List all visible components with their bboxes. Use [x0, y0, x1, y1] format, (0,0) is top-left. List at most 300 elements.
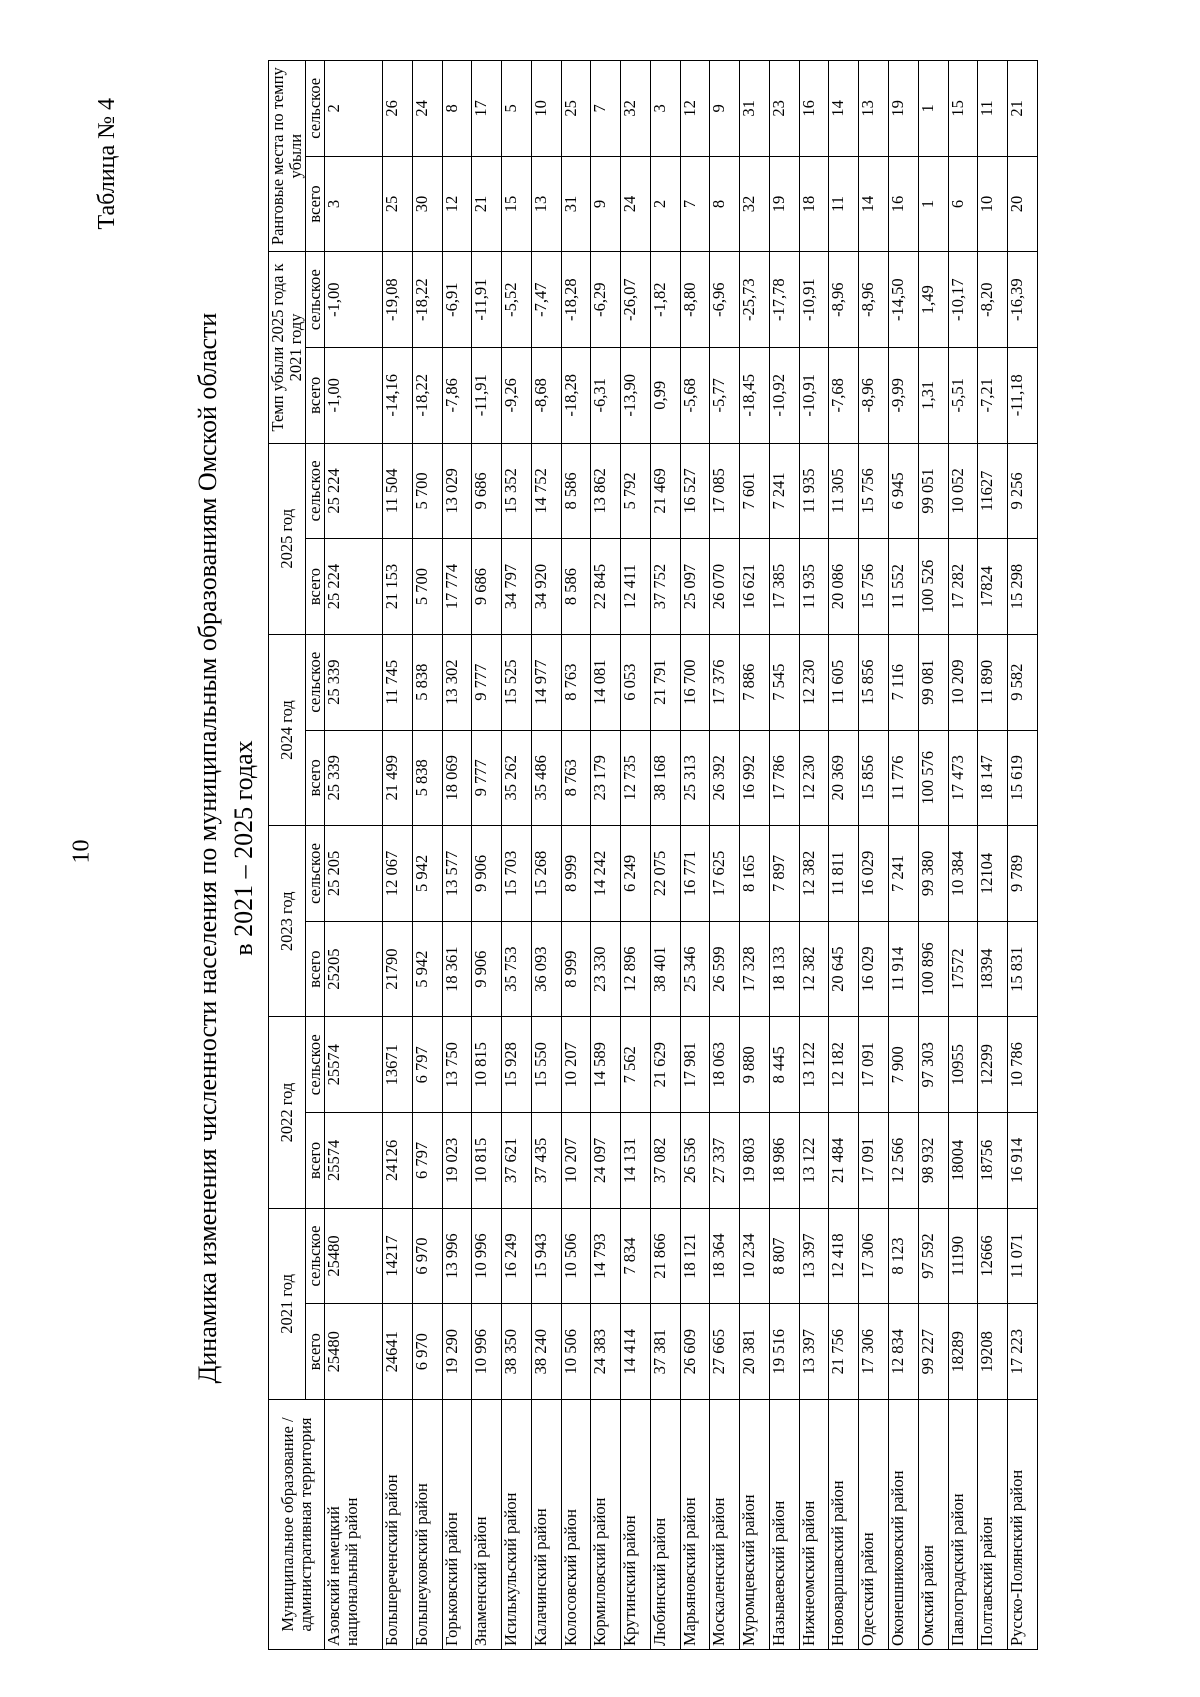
table-cell: 12 834 [888, 1304, 918, 1400]
table-row [680, 61, 710, 1650]
table-cell: 14 977 [531, 634, 561, 730]
municipality-name: Большереченский район [382, 1400, 412, 1650]
table-cell: 18756 [978, 1113, 1008, 1209]
table-cell: -8,96 [829, 252, 859, 348]
table-cell: 25 224 [325, 539, 383, 635]
municipality-name: Москаленский район [710, 1400, 740, 1650]
table-cell: 20 [1008, 156, 1038, 252]
table-cell: 18 121 [680, 1208, 710, 1304]
table-cell: 8 999 [561, 921, 591, 1017]
table-cell: 8 586 [561, 539, 591, 635]
table-cell: 17 223 [1008, 1304, 1038, 1400]
table-row [591, 61, 621, 1650]
table-cell: 8 586 [561, 443, 591, 539]
table-cell: -16,39 [1008, 252, 1038, 348]
table-cell: 13 122 [799, 1017, 829, 1113]
table-cell: 12 418 [829, 1208, 859, 1304]
table-cell: 16 029 [859, 921, 889, 1017]
title-line-2: в 2021 – 2025 годах [229, 740, 258, 956]
table-cell: -19,08 [382, 252, 412, 348]
table-cell: 35 262 [502, 730, 532, 826]
municipality-name: Оконешниковский район [888, 1400, 918, 1650]
table-cell: 11 305 [829, 443, 859, 539]
table-cell: 9 906 [472, 826, 502, 922]
table-cell: 9 686 [472, 539, 502, 635]
table-cell: 14 [829, 61, 859, 157]
table-cell: -8,68 [531, 347, 561, 443]
table-cell: 14 081 [591, 634, 621, 730]
table-cell: 9 777 [472, 634, 502, 730]
table-cell: 12666 [978, 1208, 1008, 1304]
table-cell: 31 [561, 156, 591, 252]
table-cell: 15 856 [859, 730, 889, 826]
table-cell: 0,99 [650, 347, 680, 443]
table-cell: 9 [591, 156, 621, 252]
table-cell: 24126 [382, 1113, 412, 1209]
table-cell: 16 914 [1008, 1113, 1038, 1209]
header-total: всего [306, 1304, 325, 1400]
table-cell: -10,91 [799, 252, 829, 348]
table-cell: 8 807 [769, 1208, 799, 1304]
table-cell: -17,78 [769, 252, 799, 348]
table-cell: 17 306 [859, 1304, 889, 1400]
table-cell: 12 182 [829, 1017, 859, 1113]
table-cell: 38 168 [650, 730, 680, 826]
table-cell: -11,18 [1008, 347, 1038, 443]
table-cell: 21 [1008, 61, 1038, 157]
table-cell: 34 920 [531, 539, 561, 635]
table-row [918, 61, 948, 1650]
table-cell: 20 381 [740, 1304, 770, 1400]
table-cell: 22 075 [650, 826, 680, 922]
table-cell: 18 133 [769, 921, 799, 1017]
table-cell: 10 234 [740, 1208, 770, 1304]
table-cell: 15 856 [859, 634, 889, 730]
table-cell: 5 942 [412, 921, 442, 1017]
table-cell: 8 445 [769, 1017, 799, 1113]
municipality-name: Марьяновский район [680, 1400, 710, 1650]
table-cell: 21 469 [650, 443, 680, 539]
table-cell: 35 753 [502, 921, 532, 1017]
table-cell: 18 364 [710, 1208, 740, 1304]
table-cell: 24 097 [591, 1113, 621, 1209]
table-cell: -6,91 [442, 252, 472, 348]
table-cell: 21 629 [650, 1017, 680, 1113]
table-cell: 99 081 [918, 634, 948, 730]
table-cell: 10 996 [472, 1304, 502, 1400]
table-cell: 12 382 [799, 826, 829, 922]
table-cell: 25205 [325, 921, 383, 1017]
table-cell: 12 896 [621, 921, 651, 1017]
header-year: 2023 год [269, 826, 306, 1017]
table-cell: 11 071 [1008, 1208, 1038, 1304]
table-cell: 17824 [978, 539, 1008, 635]
table-cell: 21790 [382, 921, 412, 1017]
table-cell: -6,31 [591, 347, 621, 443]
table-cell: -5,52 [502, 252, 532, 348]
table-cell: 98 932 [918, 1113, 948, 1209]
table-cell: 15 268 [531, 826, 561, 922]
table-cell: 6 249 [621, 826, 651, 922]
table-cell: 16 029 [859, 826, 889, 922]
table-cell: 10 996 [472, 1208, 502, 1304]
table-cell: 26 599 [710, 921, 740, 1017]
header-total: всего [306, 156, 325, 252]
header-year: 2021 год [269, 1208, 306, 1399]
table-cell: -18,28 [561, 347, 591, 443]
table-cell: 38 240 [531, 1304, 561, 1400]
table-cell: 11 552 [888, 539, 918, 635]
table-cell: 24 [412, 61, 442, 157]
table-cell: 14 131 [621, 1113, 651, 1209]
header-row-1 [269, 61, 306, 1650]
table-cell: 12104 [978, 826, 1008, 922]
header-total: всего [306, 539, 325, 635]
table-cell: 20 645 [829, 921, 859, 1017]
header-rural: сельское [306, 634, 325, 730]
document-title [190, 48, 270, 1648]
table-cell: 10 786 [1008, 1017, 1038, 1113]
municipality-name: Кормиловский район [591, 1400, 621, 1650]
table-cell: 38 401 [650, 921, 680, 1017]
table-label: Таблица № 4 [94, 98, 120, 230]
table-cell: 17 625 [710, 826, 740, 922]
table-cell: 6 797 [412, 1113, 442, 1209]
table-cell: 97 592 [918, 1208, 948, 1304]
table-cell: -9,99 [888, 347, 918, 443]
table-cell: 26 536 [680, 1113, 710, 1209]
table-cell: 100 576 [918, 730, 948, 826]
header-rural: сельское [306, 443, 325, 539]
municipality-name: Полтавский район [978, 1400, 1008, 1650]
table-cell: 18289 [948, 1304, 978, 1400]
table-cell: 25 339 [325, 730, 383, 826]
municipality-name: Калачинский район [531, 1400, 561, 1650]
table-cell: 16 527 [680, 443, 710, 539]
table-row [710, 61, 740, 1650]
table-cell: 25 [561, 61, 591, 157]
table-cell: 6 945 [888, 443, 918, 539]
table-cell: -7,86 [442, 347, 472, 443]
table-cell: 12 382 [799, 921, 829, 1017]
table-cell: 8 763 [561, 634, 591, 730]
table-cell: 15 943 [531, 1208, 561, 1304]
table-cell: 24 383 [591, 1304, 621, 1400]
table-cell: 2 [650, 156, 680, 252]
table-cell: 13 302 [442, 634, 472, 730]
title-line-1: Динамика изменения численности населения по муниципальным образованиям Омской области [193, 312, 222, 1384]
table-cell: 99 051 [918, 443, 948, 539]
table-cell: 16 621 [740, 539, 770, 635]
table-cell: 15 703 [502, 826, 532, 922]
table-cell: -11,91 [472, 252, 502, 348]
table-cell: -18,22 [412, 252, 442, 348]
table-cell: 15 550 [531, 1017, 561, 1113]
table-cell: 21 [472, 156, 502, 252]
table-cell: 25 313 [680, 730, 710, 826]
table-cell: 6 970 [412, 1304, 442, 1400]
table-cell: 19 [769, 156, 799, 252]
table-cell: 10 815 [472, 1113, 502, 1209]
table-cell: 11 811 [829, 826, 859, 922]
table-cell: 25574 [325, 1017, 383, 1113]
table-cell: 17572 [948, 921, 978, 1017]
table-cell: 17 085 [710, 443, 740, 539]
table-cell: 19 023 [442, 1113, 472, 1209]
table-row [740, 61, 770, 1650]
table-cell: 7 [591, 61, 621, 157]
table-cell: 12 566 [888, 1113, 918, 1209]
header-rural: сельское [306, 252, 325, 348]
table-cell: 8 999 [561, 826, 591, 922]
table-row [442, 61, 472, 1650]
table-cell: 15 619 [1008, 730, 1038, 826]
table-cell: 8 [442, 61, 472, 157]
table-cell: 17 328 [740, 921, 770, 1017]
table-cell: 3 [325, 156, 383, 252]
table-cell: -26,07 [621, 252, 651, 348]
table-cell: 17 282 [948, 539, 978, 635]
table-cell: -5,68 [680, 347, 710, 443]
table-cell: 25 [382, 156, 412, 252]
table-cell: 12 411 [621, 539, 651, 635]
municipality-name: Большеуковский район [412, 1400, 442, 1650]
table-cell: 23 330 [591, 921, 621, 1017]
table-cell: 10 052 [948, 443, 978, 539]
header-total: всего [306, 730, 325, 826]
table-cell: 5 [502, 61, 532, 157]
table-cell: 21 153 [382, 539, 412, 635]
table-cell: 12299 [978, 1017, 1008, 1113]
table-cell: 14217 [382, 1208, 412, 1304]
table-cell: 18 986 [769, 1113, 799, 1209]
table-cell: 13 862 [591, 443, 621, 539]
municipality-name: Крутинский район [621, 1400, 651, 1650]
table-cell: 7 834 [621, 1208, 651, 1304]
table-cell: 25 224 [325, 443, 383, 539]
table-cell: -14,16 [382, 347, 412, 443]
table-cell: 27 337 [710, 1113, 740, 1209]
table-cell: 10 209 [948, 634, 978, 730]
table-cell: 21 756 [829, 1304, 859, 1400]
table-cell: -6,29 [591, 252, 621, 348]
table-cell: 5 700 [412, 443, 442, 539]
table-cell: 9 789 [1008, 826, 1038, 922]
municipality-name: Колосовский район [561, 1400, 591, 1650]
table-cell: -1,82 [650, 252, 680, 348]
table-cell: -9,26 [502, 347, 532, 443]
table-cell: -10,17 [948, 252, 978, 348]
municipality-name: Исилькульский район [502, 1400, 532, 1650]
header-year: 2025 год [269, 443, 306, 634]
population-table-wrapper [268, 60, 1038, 1650]
table-cell: 24641 [382, 1304, 412, 1400]
table-cell: 20 369 [829, 730, 859, 826]
table-cell: 26 609 [680, 1304, 710, 1400]
table-cell: 11 504 [382, 443, 412, 539]
table-cell: 16 [799, 61, 829, 157]
table-cell: 26 392 [710, 730, 740, 826]
table-row [978, 61, 1008, 1650]
table-cell: 17 091 [859, 1113, 889, 1209]
table-cell: 13 397 [799, 1304, 829, 1400]
table-cell: -1,00 [325, 347, 383, 443]
table-cell: 14 793 [591, 1208, 621, 1304]
table-cell: 17 376 [710, 634, 740, 730]
table-cell: 19 516 [769, 1304, 799, 1400]
header-decline-rate: Темп убыли 2025 года к 2021 году [269, 252, 306, 443]
table-cell: 10 384 [948, 826, 978, 922]
table-cell: 21 791 [650, 634, 680, 730]
table-cell: 18 [799, 156, 829, 252]
table-cell: 20 086 [829, 539, 859, 635]
header-total: всего [306, 921, 325, 1017]
table-row [948, 61, 978, 1650]
header-rural: сельское [306, 826, 325, 922]
table-cell: -11,91 [472, 347, 502, 443]
table-cell: 25574 [325, 1113, 383, 1209]
table-cell: 15 928 [502, 1017, 532, 1113]
table-cell: 14 242 [591, 826, 621, 922]
table-cell: 10955 [948, 1017, 978, 1113]
table-cell: 34 797 [502, 539, 532, 635]
table-cell: 16 700 [680, 634, 710, 730]
table-cell: 100 526 [918, 539, 948, 635]
table-cell: 7 886 [740, 634, 770, 730]
table-cell: 11 935 [799, 443, 829, 539]
table-cell: 9 [710, 61, 740, 157]
table-cell: 25 339 [325, 634, 383, 730]
table-cell: 1 [918, 61, 948, 157]
table-cell: 7 545 [769, 634, 799, 730]
table-cell: 5 792 [621, 443, 651, 539]
table-cell: 9 777 [472, 730, 502, 826]
table-cell: 8 763 [561, 730, 591, 826]
table-row [325, 61, 383, 1650]
table-cell: 9 582 [1008, 634, 1038, 730]
table-cell: 32 [621, 61, 651, 157]
table-cell: 7 241 [769, 443, 799, 539]
table-row [799, 61, 829, 1650]
table-cell: -10,91 [799, 347, 829, 443]
table-cell: 6 970 [412, 1208, 442, 1304]
table-cell: 26 070 [710, 539, 740, 635]
table-cell: 15 [502, 156, 532, 252]
table-cell: 10 207 [561, 1113, 591, 1209]
header-year: 2022 год [269, 1017, 306, 1208]
table-cell: 6 797 [412, 1017, 442, 1113]
table-cell: 24 [621, 156, 651, 252]
table-cell: 37 381 [650, 1304, 680, 1400]
table-cell: 8 123 [888, 1208, 918, 1304]
table-cell: -18,45 [740, 347, 770, 443]
header-rural: сельское [306, 61, 325, 157]
table-cell: 17 786 [769, 730, 799, 826]
header-rural: сельское [306, 1208, 325, 1304]
table-cell: 9 256 [1008, 443, 1038, 539]
table-row [502, 61, 532, 1650]
table-cell: -8,20 [978, 252, 1008, 348]
table-cell: 23 179 [591, 730, 621, 826]
table-cell: 30 [412, 156, 442, 252]
table-cell: 11627 [978, 443, 1008, 539]
table-cell: 15 831 [1008, 921, 1038, 1017]
table-cell: 17 091 [859, 1017, 889, 1113]
municipality-name: Нововаршавский район [829, 1400, 859, 1650]
table-cell: -18,28 [561, 252, 591, 348]
table-cell: -14,50 [888, 252, 918, 348]
table-cell: -6,96 [710, 252, 740, 348]
table-cell: 25 346 [680, 921, 710, 1017]
table-cell: 15 [948, 61, 978, 157]
municipality-name: Называевский район [769, 1400, 799, 1650]
table-cell: 18 069 [442, 730, 472, 826]
table-cell: 23 [769, 61, 799, 157]
table-cell: 37 752 [650, 539, 680, 635]
table-cell: 15 756 [859, 539, 889, 635]
table-row [621, 61, 651, 1650]
table-cell: 17 306 [859, 1208, 889, 1304]
table-cell: 18004 [948, 1113, 978, 1209]
table-row [650, 61, 680, 1650]
table-cell: 21 499 [382, 730, 412, 826]
table-cell: -7,21 [978, 347, 1008, 443]
table-cell: 10 506 [561, 1208, 591, 1304]
table-cell: 14 589 [591, 1017, 621, 1113]
municipality-name: Азовский немецкий национальный район [325, 1400, 383, 1650]
table-cell: 27 665 [710, 1304, 740, 1400]
table-cell: 7 897 [769, 826, 799, 922]
table-cell: 8 [710, 156, 740, 252]
table-cell: 18 147 [978, 730, 1008, 826]
municipality-name: Одесский район [859, 1400, 889, 1650]
table-cell: 31 [740, 61, 770, 157]
table-cell: -8,80 [680, 252, 710, 348]
table-cell: 6 [948, 156, 978, 252]
table-row [769, 61, 799, 1650]
table-cell: 16 [888, 156, 918, 252]
table-cell: -5,51 [948, 347, 978, 443]
table-cell: 9 686 [472, 443, 502, 539]
municipality-name: Русско-Полянский район [1008, 1400, 1038, 1650]
table-cell: 99 380 [918, 826, 948, 922]
municipality-name: Любинский район [650, 1400, 680, 1650]
table-cell: 25480 [325, 1208, 383, 1304]
table-cell: -5,77 [710, 347, 740, 443]
table-cell: 21 484 [829, 1113, 859, 1209]
header-total: всего [306, 347, 325, 443]
table-row [412, 61, 442, 1650]
table-cell: 5 700 [412, 539, 442, 635]
table-cell: 11 890 [978, 634, 1008, 730]
table-cell: 11 745 [382, 634, 412, 730]
table-cell: 37 435 [531, 1113, 561, 1209]
table-cell: 12 067 [382, 826, 412, 922]
table-cell: 6 053 [621, 634, 651, 730]
table-cell: 11 935 [799, 539, 829, 635]
table-cell: -18,22 [412, 347, 442, 443]
table-cell: 5 838 [412, 634, 442, 730]
table-cell: 17 [472, 61, 502, 157]
table-row [531, 61, 561, 1650]
table-cell: 1,31 [918, 347, 948, 443]
table-cell: 12 230 [799, 634, 829, 730]
table-cell: -10,92 [769, 347, 799, 443]
table-cell: 22 845 [591, 539, 621, 635]
table-cell: 15 352 [502, 443, 532, 539]
table-cell: 25480 [325, 1304, 383, 1400]
table-cell: 8 165 [740, 826, 770, 922]
